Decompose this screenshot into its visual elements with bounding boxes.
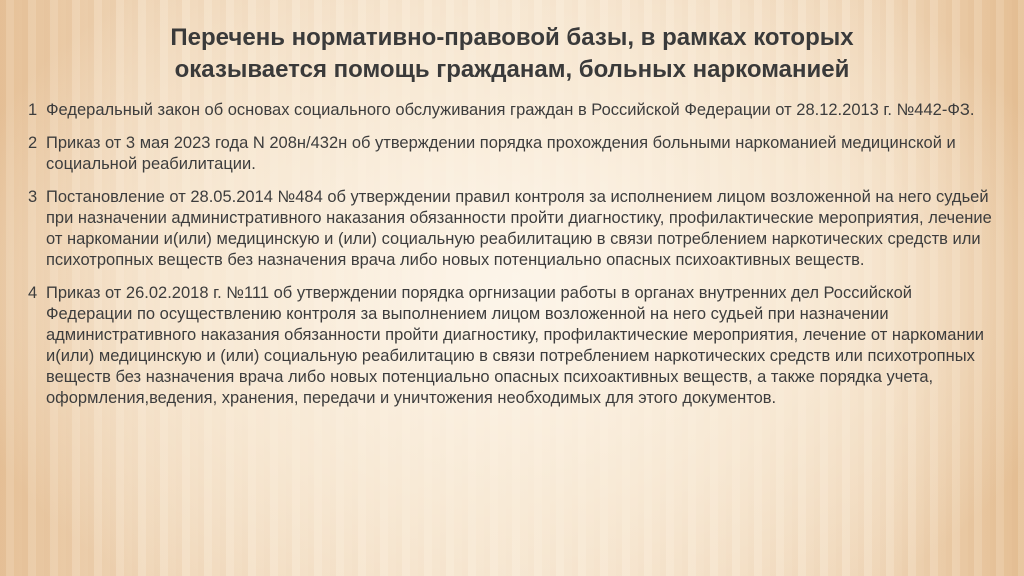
list-item-text: Приказ от 26.02.2018 г. №111 об утверждении порядка оргнизации работы в органах внутренних дел Российской Федерации по осуществлению контроля за выполнением лицом возложенной на него судьей при назначении административного наказания обязанности пройти диагностику, профилактические мероприятия, лечение от наркомании и(или) медицинскую и (или) социальную реабилитацию в связи потреблением наркотических средств или психотропных веществ без назначения врача либо новых потенциально опасных психоактивных веществ, а также порядка учета, оформления,ведения, хранения, передачи и уничтожения необходимых для этого документов. — [46, 284, 985, 407]
list-item-number: 4 — [28, 284, 38, 302]
list-item-text: Федеральный закон об основах социального обслуживания граждан в Российской Федерации от 28.12.2013 г. №442-ФЗ. — [46, 101, 975, 119]
slide-title-line-1: Перечень нормативно-правовой базы, в рамках которых — [170, 24, 854, 51]
list-item-text: Приказ от 3 мая 2023 года N 208н/432н об утверждении порядка прохождения больными наркоманией медицинской и социальной реабилитации. — [46, 134, 956, 173]
regulation-list — [28, 100, 998, 421]
slide-title-line-2: оказывается помощь гражданам, больных наркоманией — [174, 56, 850, 83]
list-item-number: 1 — [28, 101, 38, 119]
list-item — [28, 187, 998, 271]
list-item-number: 2 — [28, 134, 38, 152]
slide-title — [40, 22, 984, 86]
list-item — [28, 133, 998, 175]
list-item-text: Постановление от 28.05.2014 №484 об утверждении правил контроля за исполнением лицом возложенной на него судьей при назначении административного наказания обязанности пройти диагностику, профилактические мероприятия, лечение от наркомании и(или) медицинскую и (или) социальную реабилитацию в связи потреблением наркотических средств или психотропных веществ без назначения врача либо новых потенциально опасных психоактивных веществ. — [46, 188, 992, 269]
list-item — [28, 100, 998, 121]
list-item — [28, 283, 998, 409]
list-item-number: 3 — [28, 188, 38, 206]
